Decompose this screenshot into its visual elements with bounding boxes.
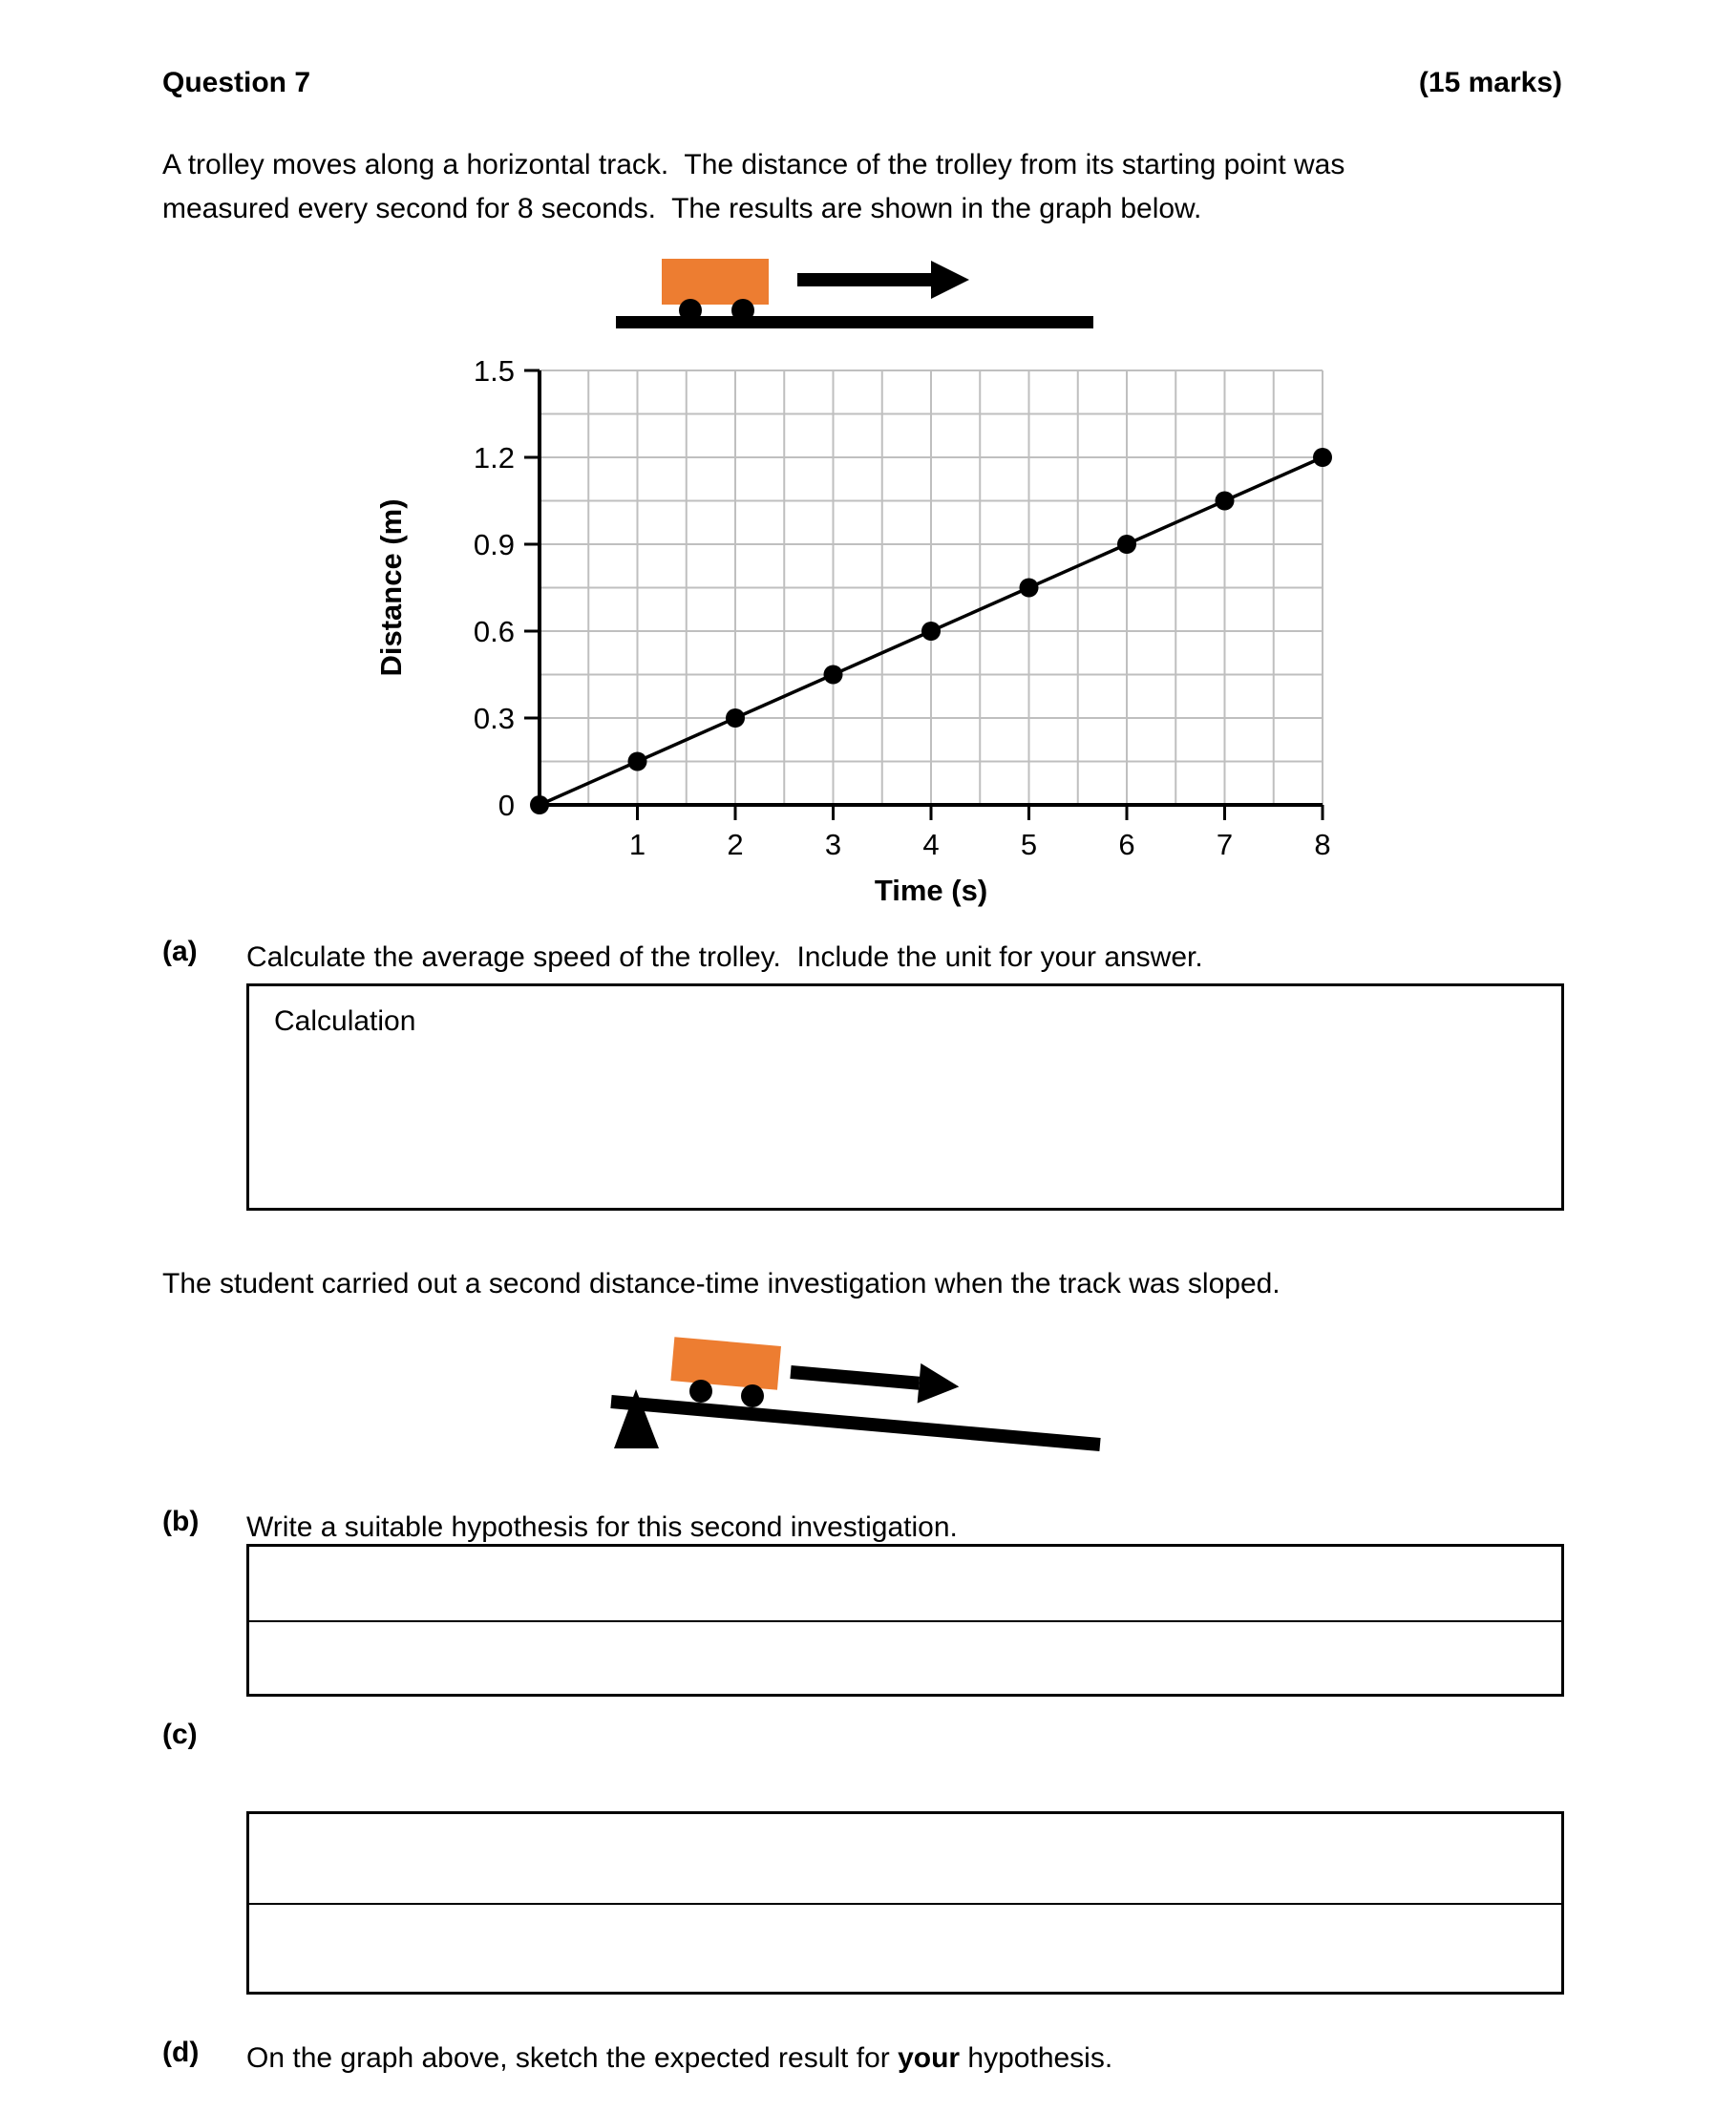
direction-arrow-icon <box>789 1352 961 1406</box>
x-tick-label: 6 <box>1118 828 1135 861</box>
y-tick-label: 1.2 <box>473 441 515 475</box>
trolley-wheel <box>689 1380 712 1403</box>
intro-line-1: A trolley moves along a horizontal track. The distance of the trolley from its starting point was <box>162 149 1345 180</box>
part-a <box>162 936 1203 980</box>
data-point <box>1117 535 1136 554</box>
trolley-icon <box>670 1337 781 1390</box>
trolley-wheel <box>731 299 754 322</box>
x-tick-label: 3 <box>824 828 842 861</box>
x-tick-label: 7 <box>1216 828 1234 861</box>
part-b-label: (b) <box>162 1506 200 1537</box>
question-title: Question 7 <box>162 67 311 98</box>
part-a-text: Calculate the average speed of the trolley. Include the unit for your answer. <box>246 941 1203 973</box>
x-axis-title: Time (s) <box>874 874 988 907</box>
data-point <box>921 622 941 641</box>
answer-box-b <box>246 1544 1564 1697</box>
y-tick-label: 0.3 <box>473 702 515 735</box>
part-d <box>162 2037 1112 2080</box>
x-tick-label: 8 <box>1314 828 1331 861</box>
part-b-text: Write a suitable hypothesis for this second investigation. <box>246 1511 958 1543</box>
part-c-label: (c) <box>162 1719 198 1750</box>
y-tick-label: 0 <box>498 789 515 822</box>
data-point <box>824 665 843 685</box>
sloped-track-line <box>611 1402 1100 1445</box>
trolley-wheel <box>741 1384 764 1407</box>
data-point <box>628 752 647 771</box>
y-tick-label: 0.9 <box>473 528 515 561</box>
x-tick-label: 5 <box>1020 828 1038 861</box>
intro-line-2: measured every second for 8 seconds. The results are shown in the graph below. <box>162 193 1202 224</box>
trolley-body <box>670 1337 781 1390</box>
y-tick-label: 0.6 <box>473 615 515 648</box>
part-d-text <box>246 2037 1112 2080</box>
intro-paragraph <box>162 143 1344 231</box>
x-tick-label: 1 <box>628 828 646 861</box>
trolley-sloped-diagram <box>573 1322 1165 1466</box>
part-d-text-after: hypothesis. <box>960 2042 1113 2074</box>
part-d-label: (d) <box>162 2037 200 2068</box>
trolley-wheel <box>679 299 702 322</box>
second-investigation-text: The student carried out a second distance-time investigation when the track was sloped. <box>162 1268 1281 1299</box>
data-point <box>1216 492 1235 511</box>
trolley-body <box>662 259 769 305</box>
calculation-box-label: Calculation <box>274 1005 416 1037</box>
data-point <box>1020 579 1039 598</box>
answer-line <box>249 1903 1561 1905</box>
answer-box-c <box>246 1811 1564 1995</box>
trolley-flat-diagram <box>592 242 1127 351</box>
answer-line <box>249 1620 1561 1622</box>
part-d-text-before: On the graph above, sketch the expected result for <box>246 2042 899 2074</box>
marks-label: (15 marks) <box>1418 67 1562 98</box>
distance-time-graph <box>344 356 1356 910</box>
data-point <box>530 795 549 814</box>
x-tick-label: 2 <box>727 828 744 861</box>
data-point <box>1313 448 1332 467</box>
x-tick-label: 4 <box>922 828 940 861</box>
data-point <box>726 708 745 728</box>
calculation-answer-box <box>246 983 1564 1211</box>
y-axis-title: Distance (m) <box>374 498 408 677</box>
part-a-label: (a) <box>162 936 198 967</box>
direction-arrow-icon <box>797 261 969 299</box>
part-d-text-bold: your <box>898 2042 961 2074</box>
y-tick-label: 1.5 <box>473 354 515 388</box>
